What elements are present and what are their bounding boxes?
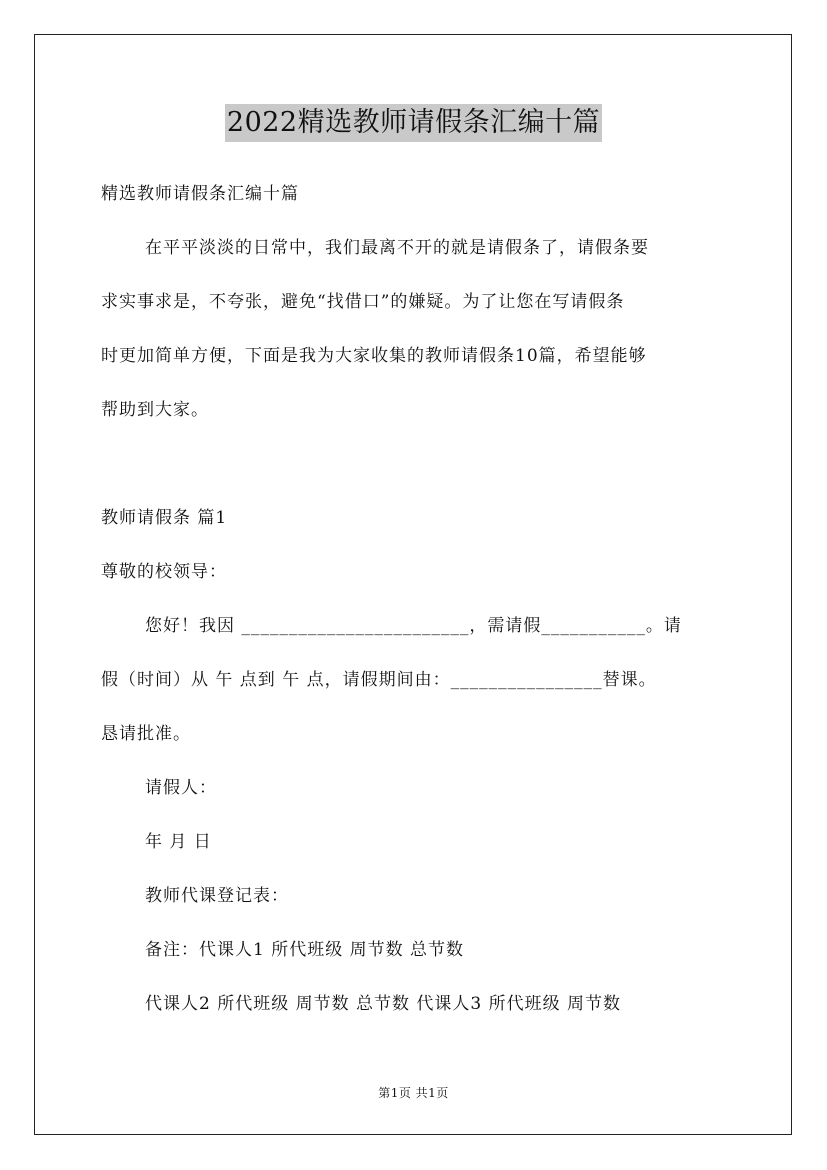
substitute-line: 代课人2 所代班级 周节数 总节数 代课人3 所代班级 周节数 <box>145 994 622 1014</box>
document-subtitle: 精选教师请假条汇编十篇 <box>101 184 299 204</box>
note-line: 备注：代课人1 所代班级 周节数 总节数 <box>145 940 465 960</box>
body-paragraph-line: 您好！我因 ________________________，需请假___________。请 <box>145 616 682 636</box>
intro-paragraph-line: 在平平淡淡的日常中，我们最离不开的就是请假条了，请假条要 <box>145 238 649 258</box>
intro-paragraph-line: 求实事求是，不夸张，避免“找借口”的嫌疑。为了让您在写请假条 <box>101 292 625 312</box>
date-line: 年 月 日 <box>145 832 212 852</box>
salutation: 尊敬的校领导： <box>101 562 227 582</box>
body-paragraph-line: 恳请批准。 <box>101 724 191 744</box>
intro-paragraph-line: 时更加简单方便，下面是我为大家收集的教师请假条10篇，希望能够 <box>101 346 647 366</box>
body-paragraph-line: 假（时间）从 午 点到 午 点，请假期间由：________________替课。 <box>101 670 657 690</box>
substitute-table-title: 教师代课登记表： <box>145 886 289 906</box>
document-title-block <box>0 104 827 142</box>
intro-paragraph-line: 帮助到大家。 <box>101 400 209 420</box>
applicant-label: 请假人： <box>145 778 217 798</box>
page-footer: 第1页 共1页 <box>378 1086 449 1100</box>
document-title: 2022精选教师请假条汇编十篇 <box>225 104 602 142</box>
section-heading: 教师请假条 篇1 <box>101 508 228 528</box>
